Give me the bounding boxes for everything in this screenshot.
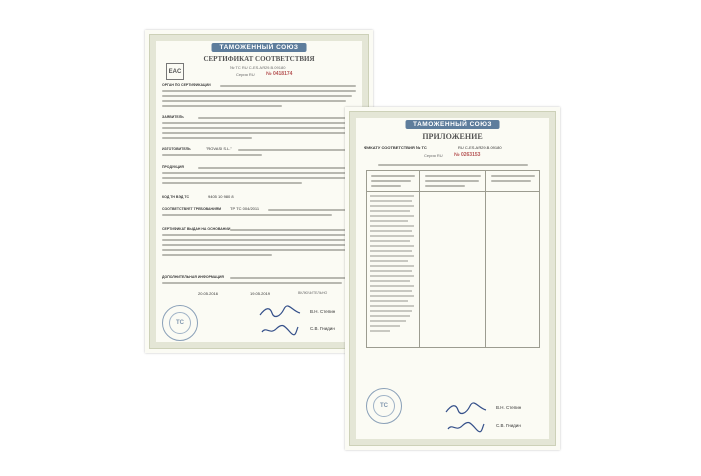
section-manufacturer: ИЗГОТОВИТЕЛЬ — [162, 147, 191, 151]
official-stamp — [162, 305, 198, 341]
customs-union-banner: ТАМОЖЕННЫЙ СОЮЗ — [405, 120, 500, 129]
requirements-value: ТР ТС 004/2011 — [230, 206, 260, 211]
appendix-document — [345, 107, 560, 450]
certificate-body — [158, 43, 360, 340]
appendix-subtitle: ФИКАТУ СООТВЕТСТВИЯ № ТС — [364, 145, 427, 150]
certificate-title: СЕРТИФИКАТ СООТВЕТСТВИЯ — [203, 55, 315, 63]
signature-1 — [444, 402, 488, 416]
appendix-body — [358, 120, 547, 437]
stamp-label: ТС — [176, 320, 184, 326]
section-basis: СЕРТИФИКАТ ВЫДАН НА ОСНОВАНИИ — [162, 227, 231, 231]
valid-from-date: 20.05.2016 — [198, 291, 219, 296]
series-label: Серия RU — [424, 153, 443, 158]
section-cert-body: ОРГАН ПО СЕРТИФИКАЦИИ — [162, 83, 211, 87]
appendix-table-lines — [370, 194, 420, 344]
eac-logo: EAC — [166, 63, 184, 80]
signature-1 — [258, 305, 302, 319]
series-number: № 0263153 — [454, 152, 481, 158]
series-number: № 0418174 — [266, 71, 293, 77]
stamp-label: ТС — [380, 403, 388, 409]
section-applicant: ЗАЯВИТЕЛЬ — [162, 115, 184, 119]
appendix-title: ПРИЛОЖЕНИЕ — [422, 132, 483, 141]
customs-union-banner: ТАМОЖЕННЫЙ СОЮЗ — [212, 43, 307, 52]
signature-2 — [260, 323, 300, 337]
series-label: Серия RU — [236, 72, 255, 77]
signature-2 — [446, 420, 486, 434]
signer-1: В.Н. Степин — [496, 405, 522, 410]
registration-number: № ТС RU C-ES.АЯ29.В.09180 — [230, 65, 286, 70]
section-product: ПРОДУКЦИЯ — [162, 165, 184, 169]
certificate-document — [145, 30, 373, 353]
official-stamp — [366, 388, 402, 424]
code-value: 9405 10 980 8 — [208, 194, 234, 199]
valid-inclusive: ВКЛЮЧИТЕЛЬНО — [298, 291, 328, 295]
manufacturer-name: "ROVASI S.L." — [206, 146, 232, 151]
section-extra: ДОПОЛНИТЕЛЬНАЯ ИНФОРМАЦИЯ — [162, 275, 224, 279]
valid-to-date: 19.05.2019 — [250, 291, 271, 296]
section-code: КОД ТН ВЭД ТС — [162, 195, 189, 199]
signer-2: С.В. Гнидин — [310, 326, 335, 331]
section-requirements: СООТВЕТСТВУЕТ ТРЕБОВАНИЯМ — [162, 207, 222, 211]
signer-2: С.В. Гнидин — [496, 423, 521, 428]
signer-1: В.Н. Степин — [310, 309, 336, 314]
registration-number: RU C-ES.АЯ29.В.09180 — [458, 145, 502, 150]
